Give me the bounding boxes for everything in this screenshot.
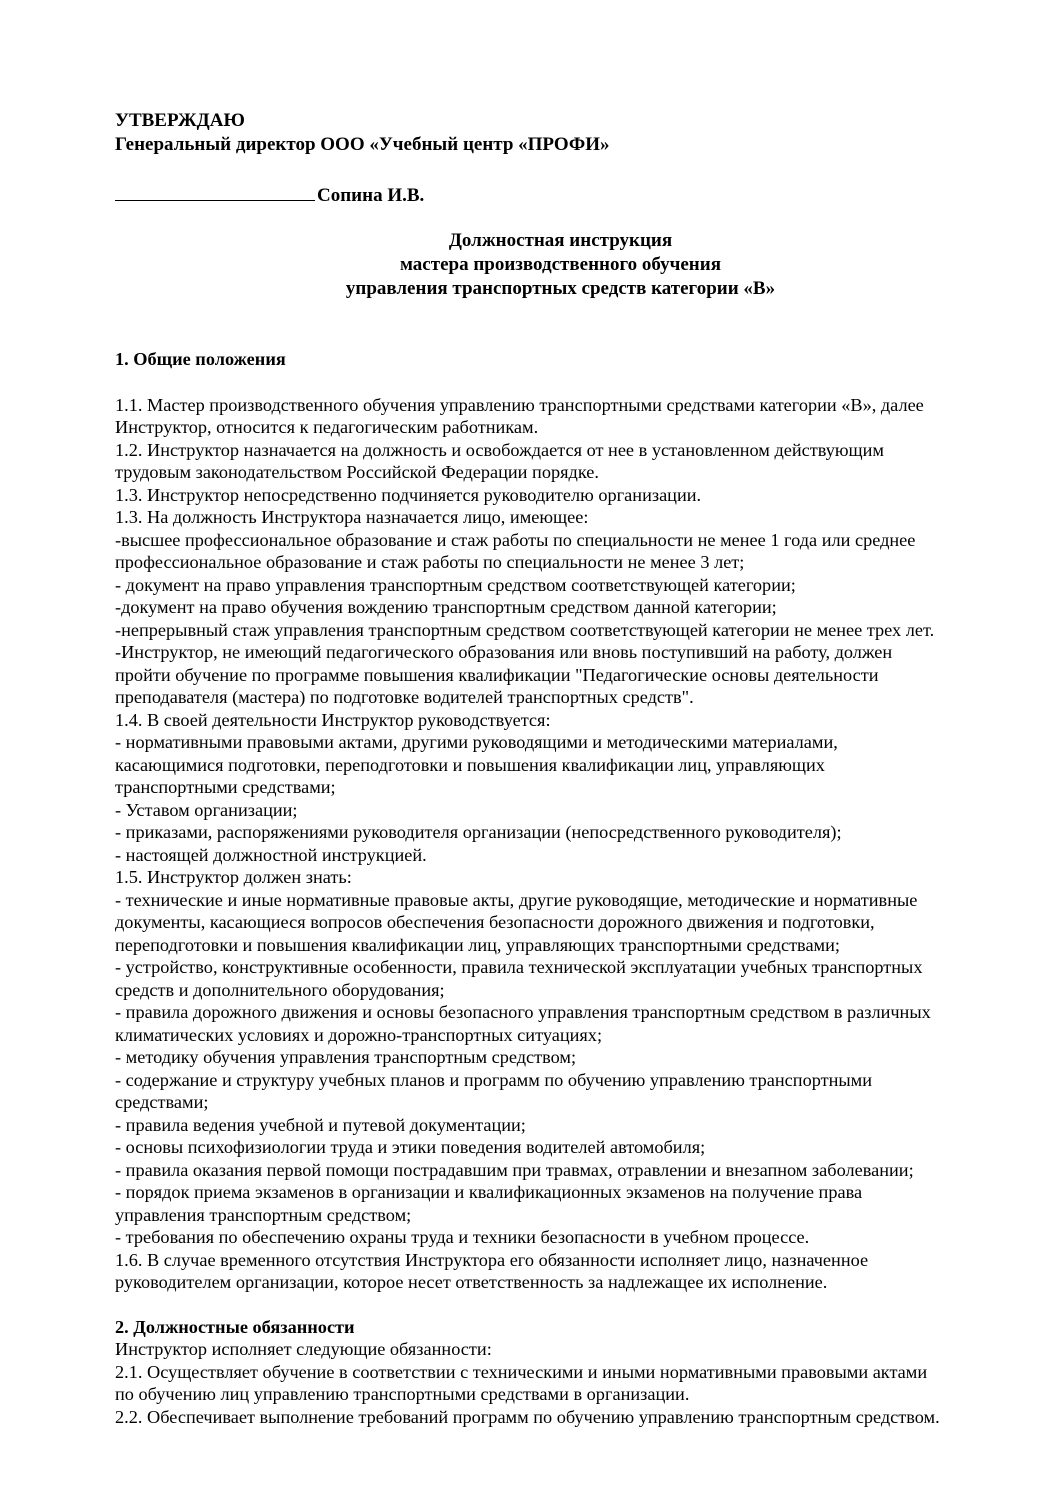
- signature-line: [115, 182, 424, 208]
- text-line: - основы психофизиологии труда и этики поведения водителей автомобиля;: [115, 1137, 706, 1157]
- text-line: -Инструктор, не имеющий педагогического образования или вновь поступивший на работу, должен: [115, 642, 893, 662]
- text-line: - методику обучения управления транспортным средством;: [115, 1047, 577, 1067]
- text-line: 1.5. Инструктор должен знать:: [115, 867, 352, 887]
- text-line: Инструктор исполняет следующие обязанности:: [115, 1339, 492, 1359]
- text-line: - устройство, конструктивные особенности, правила технической эксплуатации учебных транспортных: [115, 957, 923, 977]
- text-line: средствами;: [115, 1092, 209, 1112]
- section-1-text: [115, 394, 1015, 1294]
- text-line: - правила оказания первой помощи пострадавшим при травмах, отравлении и внезапном заболевании;: [115, 1159, 914, 1180]
- text-line: транспортными средствами;: [115, 777, 336, 797]
- text-line: - Уставом организации;: [115, 799, 298, 820]
- text-line: - приказами, распоряжениями руководителя организации (непосредственного руководителя);: [115, 822, 842, 842]
- text-line: - настоящей должностной инструкцией.: [115, 844, 427, 865]
- document-title: [0, 229, 1061, 301]
- text-line: Инструктор, относится к педагогическим работникам.: [115, 417, 539, 437]
- text-line: -документ на право обучения вождению транспортным средством данной категории;: [115, 597, 777, 617]
- text-line: - содержание и структуру учебных планов и программ по обучению управлению транспортными: [115, 1069, 873, 1090]
- text-line: трудовым законодательством Российской Федерации порядке.: [115, 462, 599, 482]
- text-line: касающимися подготовки, переподготовки и повышения квалификации лиц, управляющих: [115, 754, 825, 775]
- document-body: [115, 348, 1015, 1428]
- text-line: - технические и иные нормативные правовые акты, другие руководящие, методические и нормативные: [115, 889, 918, 910]
- text-line: - порядок приема экзаменов в организации и квалификационных экзаменов на получение права: [115, 1182, 863, 1202]
- text-line: -непрерывный стаж управления транспортным средством соответствующей категории не менее трех лет.: [115, 619, 935, 640]
- text-line: преподавателя (мастера) по подготовке водителей транспортных средств".: [115, 687, 694, 707]
- text-line: руководителем организации, которое несет ответственность за надлежащее их исполнение.: [115, 1272, 828, 1292]
- text-line: средств и дополнительного оборудования;: [115, 979, 445, 1000]
- text-line: -высшее профессиональное образование и стаж работы по специальности не менее 1 года или среднее: [115, 529, 916, 550]
- text-line: 1.4. В своей деятельности Инструктор руководствуется:: [115, 709, 551, 730]
- title-line-2: мастера производственного обучения: [400, 254, 721, 275]
- approval-heading: УТВЕРЖДАЮ: [115, 110, 245, 131]
- spacer: [115, 371, 1015, 394]
- text-line: по обучению лиц управлению транспортными средствами в организации.: [115, 1384, 690, 1404]
- text-line: 1.3. Инструктор непосредственно подчиняется руководителю организации.: [115, 484, 702, 505]
- text-line: профессиональное образование и стаж работы по специальности не менее 3 лет;: [115, 552, 745, 572]
- text-line: управления транспортным средством;: [115, 1204, 412, 1225]
- text-line: - нормативными правовыми актами, другими руководящими и методическими материалами,: [115, 732, 838, 752]
- text-line: 1.6. В случае временного отсутствия Инструктора его обязанности исполняет лицо, назначенное: [115, 1249, 869, 1270]
- text-line: - требования по обеспечению охраны труда и техники безопасности в учебном процессе.: [115, 1227, 810, 1247]
- section-1-heading: 1. Общие положения: [115, 349, 286, 369]
- text-line: документы, касающиеся вопросов обеспечения безопасности дорожного движения и подготовки,: [115, 912, 875, 932]
- signer-name: Сопина И.В.: [317, 185, 425, 206]
- approval-block: [115, 109, 610, 157]
- signature-blank: [115, 182, 315, 201]
- text-line: 2.2. Обеспечивает выполнение требований программ по обучению управлению транспортным средством.: [115, 1406, 940, 1427]
- text-line: 1.1. Мастер производственного обучения управлению транспортными средствами категории «В», далее: [115, 394, 924, 415]
- spacer: [115, 1294, 1015, 1316]
- text-line: - правила дорожного движения и основы безопасного управления транспортным средством в различных: [115, 1002, 931, 1022]
- text-line: климатических условиях и дорожно-транспортных ситуациях;: [115, 1024, 603, 1045]
- section-2-text: [115, 1338, 1015, 1428]
- text-line: переподготовки и повышения квалификации лиц, управляющих транспортными средствами;: [115, 934, 840, 955]
- text-line: 1.2. Инструктор назначается на должность и освобождается от нее в установленном действующим: [115, 439, 884, 460]
- title-line-1: Должностная инструкция: [448, 230, 673, 251]
- section-2-heading: 2. Должностные обязанности: [115, 1316, 355, 1337]
- text-line: 1.3. На должность Инструктора назначается лицо, имеющее:: [115, 507, 589, 527]
- text-line: - документ на право управления транспортным средством соответствующей категории;: [115, 574, 796, 595]
- text-line: 2.1. Осуществляет обучение в соответствии с техническими и иными нормативными правовыми актами: [115, 1361, 928, 1382]
- text-line: пройти обучение по программе повышения квалификации "Педагогические основы деятельности: [115, 664, 879, 685]
- text-line: - правила ведения учебной и путевой документации;: [115, 1114, 526, 1135]
- title-line-3: управления транспортных средств категории «В»: [345, 278, 776, 299]
- approval-position: Генеральный директор ООО «Учебный центр «ПРОФИ»: [115, 134, 610, 155]
